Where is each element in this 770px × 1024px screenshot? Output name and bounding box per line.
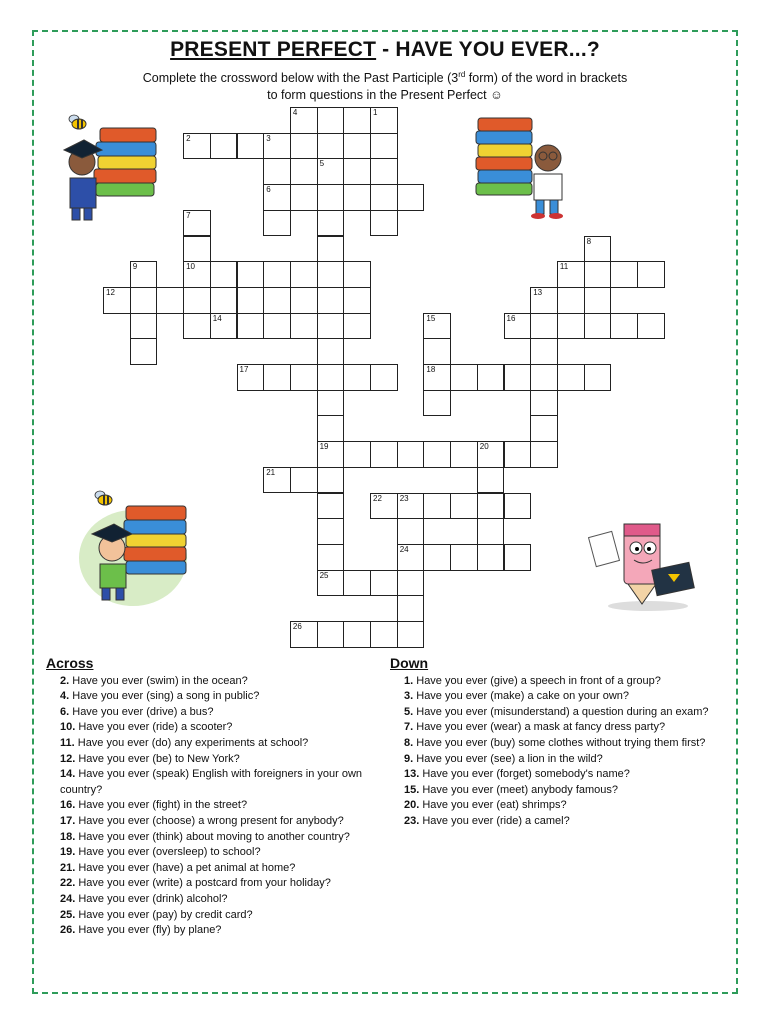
across-clue bbox=[46, 830, 376, 846]
crossword-cell[interactable] bbox=[237, 261, 265, 288]
down-clue bbox=[390, 736, 715, 752]
down-clue bbox=[390, 783, 715, 799]
crossword-cell[interactable] bbox=[584, 364, 612, 391]
clue-text: Have you ever (forget) somebody's name? bbox=[419, 768, 630, 781]
clue-number: 6. bbox=[60, 705, 70, 718]
crossword-cell[interactable] bbox=[450, 441, 478, 468]
crossword-cell[interactable] bbox=[317, 544, 345, 571]
clue-text: Have you ever (meet) anybody famous? bbox=[419, 783, 619, 796]
cell-number: 6 bbox=[266, 185, 271, 195]
crossword-cell[interactable] bbox=[343, 621, 371, 648]
clue-text: Have you ever (misunderstand) a question during an exam? bbox=[413, 705, 709, 718]
crossword-cell[interactable] bbox=[263, 261, 291, 288]
crossword-cell[interactable] bbox=[450, 364, 478, 391]
down-clue bbox=[390, 752, 715, 768]
down-clue bbox=[390, 720, 715, 736]
down-clue bbox=[390, 798, 715, 814]
clue-number: 5. bbox=[404, 705, 414, 718]
crossword-cell[interactable] bbox=[290, 261, 318, 288]
clue-number: 9. bbox=[404, 752, 414, 765]
across-clue bbox=[46, 814, 376, 830]
crossword-cell[interactable] bbox=[290, 313, 318, 340]
clue-text: Have you ever (fight) in the street? bbox=[75, 799, 248, 812]
crossword-cell[interactable] bbox=[637, 261, 665, 288]
clue-text: Have you ever (buy) some clothes without trying them first? bbox=[413, 736, 706, 749]
crossword-cell[interactable] bbox=[584, 313, 612, 340]
clue-text: Have you ever (give) a speech in front of a group? bbox=[413, 674, 661, 687]
cell-number: 19 bbox=[319, 442, 329, 452]
crossword-cell[interactable] bbox=[504, 544, 532, 571]
clue-number: 2. bbox=[60, 674, 70, 687]
cell-number: 7 bbox=[186, 210, 191, 220]
clue-text: Have you ever (choose) a wrong present for anybody? bbox=[75, 814, 344, 827]
crossword-cell[interactable] bbox=[423, 544, 451, 571]
instructions-part2: form) of the word in brackets bbox=[465, 71, 628, 86]
down-clue bbox=[390, 705, 715, 721]
down-clue bbox=[390, 674, 715, 690]
crossword-cell[interactable] bbox=[423, 441, 451, 468]
clue-text: Have you ever (speak) English with foreigners in your own country? bbox=[60, 768, 363, 796]
across-clue bbox=[46, 736, 376, 752]
cell-number: 25 bbox=[319, 570, 329, 580]
cell-number: 10 bbox=[186, 262, 195, 272]
clue-number: 13. bbox=[404, 768, 420, 781]
clue-number: 23. bbox=[404, 814, 420, 827]
clue-text: Have you ever (ride) a camel? bbox=[419, 814, 570, 827]
crossword-cell[interactable] bbox=[317, 261, 345, 288]
clue-text: Have you ever (do) any experiments at school? bbox=[74, 736, 309, 749]
crossword-cell[interactable] bbox=[450, 493, 478, 520]
crossword-cell[interactable] bbox=[370, 210, 398, 237]
across-clue bbox=[46, 798, 376, 814]
crossword-cell[interactable] bbox=[317, 518, 345, 545]
down-clues bbox=[390, 656, 715, 830]
crossword-cell[interactable] bbox=[477, 364, 505, 391]
clue-text: Have you ever (fly) by plane? bbox=[75, 924, 222, 937]
crossword-cell[interactable] bbox=[397, 595, 425, 622]
down-clue bbox=[390, 814, 715, 830]
crossword-cell[interactable] bbox=[530, 441, 558, 468]
crossword-cell[interactable] bbox=[370, 570, 398, 597]
across-clue bbox=[46, 752, 376, 768]
instructions-line2: to form questions in the Present Perfect ☺ bbox=[267, 88, 503, 103]
crossword-cell[interactable] bbox=[370, 621, 398, 648]
clue-text: Have you ever (think) about moving to another country? bbox=[75, 830, 350, 843]
crossword-cell[interactable] bbox=[130, 287, 158, 314]
clue-text: Have you ever (drive) a bus? bbox=[69, 705, 214, 718]
crossword-cell[interactable] bbox=[397, 184, 425, 211]
crossword-cell[interactable] bbox=[237, 133, 265, 160]
crossword-cell[interactable] bbox=[477, 544, 505, 571]
crossword-cell[interactable] bbox=[130, 338, 158, 365]
across-clue bbox=[46, 908, 376, 924]
crossword-cell[interactable] bbox=[504, 441, 532, 468]
crossword-cell[interactable] bbox=[317, 493, 345, 520]
across-clue bbox=[46, 845, 376, 861]
crossword-cell[interactable] bbox=[584, 287, 612, 314]
clue-number: 3. bbox=[404, 690, 414, 703]
crossword-cell[interactable] bbox=[317, 621, 345, 648]
cell-number: 20 bbox=[479, 442, 489, 452]
cell-number: 4 bbox=[292, 108, 298, 117]
clue-number: 18. bbox=[60, 830, 76, 843]
crossword-cell[interactable] bbox=[610, 313, 638, 340]
crossword-cell[interactable] bbox=[477, 467, 505, 494]
crossword-cell[interactable] bbox=[317, 236, 345, 263]
crossword-cell[interactable] bbox=[290, 287, 318, 314]
cell-number: 15 bbox=[426, 313, 436, 323]
clue-number: 16. bbox=[60, 799, 76, 812]
cell-number: 22 bbox=[373, 493, 382, 503]
crossword-cell[interactable] bbox=[317, 467, 345, 494]
cell-number: 8 bbox=[586, 236, 592, 246]
across-clue bbox=[46, 767, 376, 798]
crossword-cell[interactable] bbox=[183, 236, 211, 263]
crossword-cell[interactable] bbox=[370, 184, 398, 211]
crossword-cell[interactable] bbox=[343, 107, 371, 134]
cell-number: 5 bbox=[319, 159, 325, 169]
crossword-cell[interactable] bbox=[317, 313, 345, 340]
title-highlight: PRESENT PERFECT bbox=[170, 38, 377, 61]
crossword-cell[interactable] bbox=[584, 261, 612, 288]
clue-number: 10. bbox=[60, 721, 76, 734]
crossword-cell[interactable] bbox=[290, 467, 318, 494]
cell-number: 21 bbox=[266, 467, 276, 477]
crossword-cell[interactable] bbox=[183, 313, 211, 340]
title-rest: - HAVE YOU EVER...? bbox=[376, 38, 600, 61]
crossword-cell[interactable] bbox=[423, 390, 451, 417]
clue-text: Have you ever (oversleep) to school? bbox=[75, 846, 261, 859]
crossword-cell[interactable] bbox=[237, 313, 265, 340]
clue-text: Have you ever (swim) in the ocean? bbox=[69, 674, 248, 687]
clue-text: Have you ever (have) a pet animal at home? bbox=[75, 861, 296, 874]
crossword-cell[interactable] bbox=[637, 313, 665, 340]
crossword-cell[interactable] bbox=[210, 287, 238, 314]
across-heading: Across bbox=[46, 655, 94, 671]
crossword-cell[interactable] bbox=[343, 313, 371, 340]
crossword-cell[interactable] bbox=[130, 313, 158, 340]
across-clue bbox=[46, 705, 376, 721]
cell-number: 3 bbox=[266, 133, 271, 143]
crossword-cell[interactable] bbox=[290, 364, 318, 391]
across-clues bbox=[46, 656, 376, 939]
cell-number: 2 bbox=[186, 133, 191, 143]
crossword-cell[interactable] bbox=[504, 364, 532, 391]
crossword-cell[interactable] bbox=[317, 210, 345, 237]
crossword-cell[interactable] bbox=[290, 133, 318, 160]
clue-number: 8. bbox=[404, 736, 414, 749]
crossword-cell[interactable] bbox=[370, 133, 398, 160]
crossword-cell[interactable] bbox=[530, 364, 558, 391]
clue-number: 22. bbox=[60, 877, 76, 890]
clue-text: Have you ever (sing) a song in public? bbox=[69, 690, 260, 703]
crossword-cell[interactable] bbox=[290, 184, 318, 211]
crossword-cell[interactable] bbox=[423, 338, 451, 365]
crossword-cell[interactable] bbox=[317, 184, 345, 211]
clue-number: 17. bbox=[60, 814, 76, 827]
cell-number: 13 bbox=[533, 287, 543, 297]
cell-number: 11 bbox=[559, 262, 569, 272]
crossword-cell[interactable] bbox=[263, 210, 291, 237]
clue-text: Have you ever (make) a cake on your own? bbox=[413, 690, 630, 703]
clue-text: Have you ever (see) a lion in the wild? bbox=[413, 752, 603, 765]
clue-number: 21. bbox=[60, 861, 76, 874]
crossword-cell[interactable] bbox=[263, 364, 291, 391]
clue-number: 24. bbox=[60, 892, 76, 905]
crossword-cell[interactable] bbox=[530, 390, 558, 417]
cell-number: 26 bbox=[292, 622, 302, 631]
clue-number: 12. bbox=[60, 752, 76, 765]
crossword-cell[interactable] bbox=[263, 158, 291, 185]
crossword-cell[interactable] bbox=[343, 287, 371, 314]
across-clue bbox=[46, 876, 376, 892]
clue-text: Have you ever (be) to New York? bbox=[75, 752, 240, 765]
clue-number: 20. bbox=[404, 799, 420, 812]
across-clue bbox=[46, 861, 376, 877]
down-clue bbox=[390, 689, 715, 705]
cell-number: 12 bbox=[106, 287, 115, 297]
crossword-cell[interactable] bbox=[423, 493, 451, 520]
crossword-cell[interactable] bbox=[210, 133, 238, 160]
crossword-cell[interactable] bbox=[317, 390, 345, 417]
crossword-cell[interactable] bbox=[610, 261, 638, 288]
cell-number: 23 bbox=[399, 493, 409, 503]
crossword-cell[interactable] bbox=[370, 441, 398, 468]
clue-text: Have you ever (eat) shrimps? bbox=[419, 799, 567, 812]
crossword-cell[interactable] bbox=[397, 441, 425, 468]
clue-text: Have you ever (pay) by credit card? bbox=[75, 908, 253, 921]
across-clue bbox=[46, 720, 376, 736]
crossword-cell[interactable] bbox=[343, 570, 371, 597]
crossword-cell[interactable] bbox=[530, 313, 558, 340]
crossword-cell[interactable] bbox=[317, 107, 345, 134]
down-heading: Down bbox=[390, 655, 429, 671]
crossword-cell[interactable] bbox=[397, 621, 425, 648]
crossword-cell[interactable] bbox=[530, 415, 558, 442]
clue-number: 1. bbox=[404, 674, 414, 687]
across-clue bbox=[46, 689, 376, 705]
crossword-cell[interactable] bbox=[397, 518, 425, 545]
across-clue bbox=[46, 674, 376, 690]
crossword-cell[interactable] bbox=[397, 570, 425, 597]
crossword-cell[interactable] bbox=[477, 493, 505, 520]
clue-number: 25. bbox=[60, 908, 76, 921]
clue-text: Have you ever (wear) a mask at fancy dress party? bbox=[413, 721, 666, 734]
cell-number: 1 bbox=[373, 108, 378, 117]
crossword-cell[interactable] bbox=[343, 364, 371, 391]
clue-number: 19. bbox=[60, 846, 76, 859]
instructions-sup: rd bbox=[458, 70, 466, 79]
crossword-cell[interactable] bbox=[343, 261, 371, 288]
clue-number: 7. bbox=[404, 721, 414, 734]
cell-number: 18 bbox=[426, 365, 436, 374]
crossword-cell[interactable] bbox=[477, 518, 505, 545]
crossword-cell[interactable] bbox=[343, 184, 371, 211]
cell-number: 24 bbox=[399, 544, 409, 554]
instructions-part1: Complete the crossword below with the Past Participle (3 bbox=[142, 71, 459, 86]
crossword-cell[interactable] bbox=[317, 287, 345, 314]
crossword-cell[interactable] bbox=[450, 544, 478, 571]
down-clue bbox=[390, 767, 715, 783]
crossword-cell[interactable] bbox=[370, 364, 398, 391]
crossword-cell[interactable] bbox=[183, 287, 211, 314]
crossword-cell[interactable] bbox=[317, 338, 345, 365]
crossword-cell[interactable] bbox=[317, 133, 345, 160]
crossword-cell[interactable] bbox=[317, 415, 345, 442]
clue-number: 14. bbox=[60, 768, 76, 781]
clue-number: 4. bbox=[60, 690, 70, 703]
crossword-cell[interactable] bbox=[263, 313, 291, 340]
clue-number: 11. bbox=[60, 736, 75, 749]
crossword-cell[interactable] bbox=[343, 133, 371, 160]
crossword-cell[interactable] bbox=[557, 364, 585, 391]
clue-text: Have you ever (drink) alcohol? bbox=[75, 892, 228, 905]
cell-number: 14 bbox=[212, 313, 222, 323]
crossword-cell[interactable] bbox=[504, 493, 532, 520]
clue-text: Have you ever (ride) a scooter? bbox=[75, 721, 233, 734]
crossword-cell[interactable] bbox=[370, 158, 398, 185]
crossword-cell[interactable] bbox=[530, 338, 558, 365]
cell-number: 9 bbox=[132, 262, 138, 272]
crossword-cell[interactable] bbox=[317, 364, 345, 391]
crossword-cell[interactable] bbox=[237, 287, 265, 314]
clue-number: 26. bbox=[60, 924, 76, 937]
crossword-cell[interactable] bbox=[156, 287, 184, 314]
crossword-cell[interactable] bbox=[263, 287, 291, 314]
cell-number: 16 bbox=[506, 313, 516, 323]
clue-number: 15. bbox=[404, 783, 420, 796]
crossword-cell[interactable] bbox=[557, 313, 585, 340]
across-clue bbox=[46, 892, 376, 908]
crossword-cell[interactable] bbox=[210, 261, 238, 288]
across-clue bbox=[46, 923, 376, 939]
clue-text: Have you ever (write) a postcard from your holiday? bbox=[75, 877, 331, 890]
crossword-cell[interactable] bbox=[343, 441, 371, 468]
cell-number: 17 bbox=[239, 365, 249, 374]
